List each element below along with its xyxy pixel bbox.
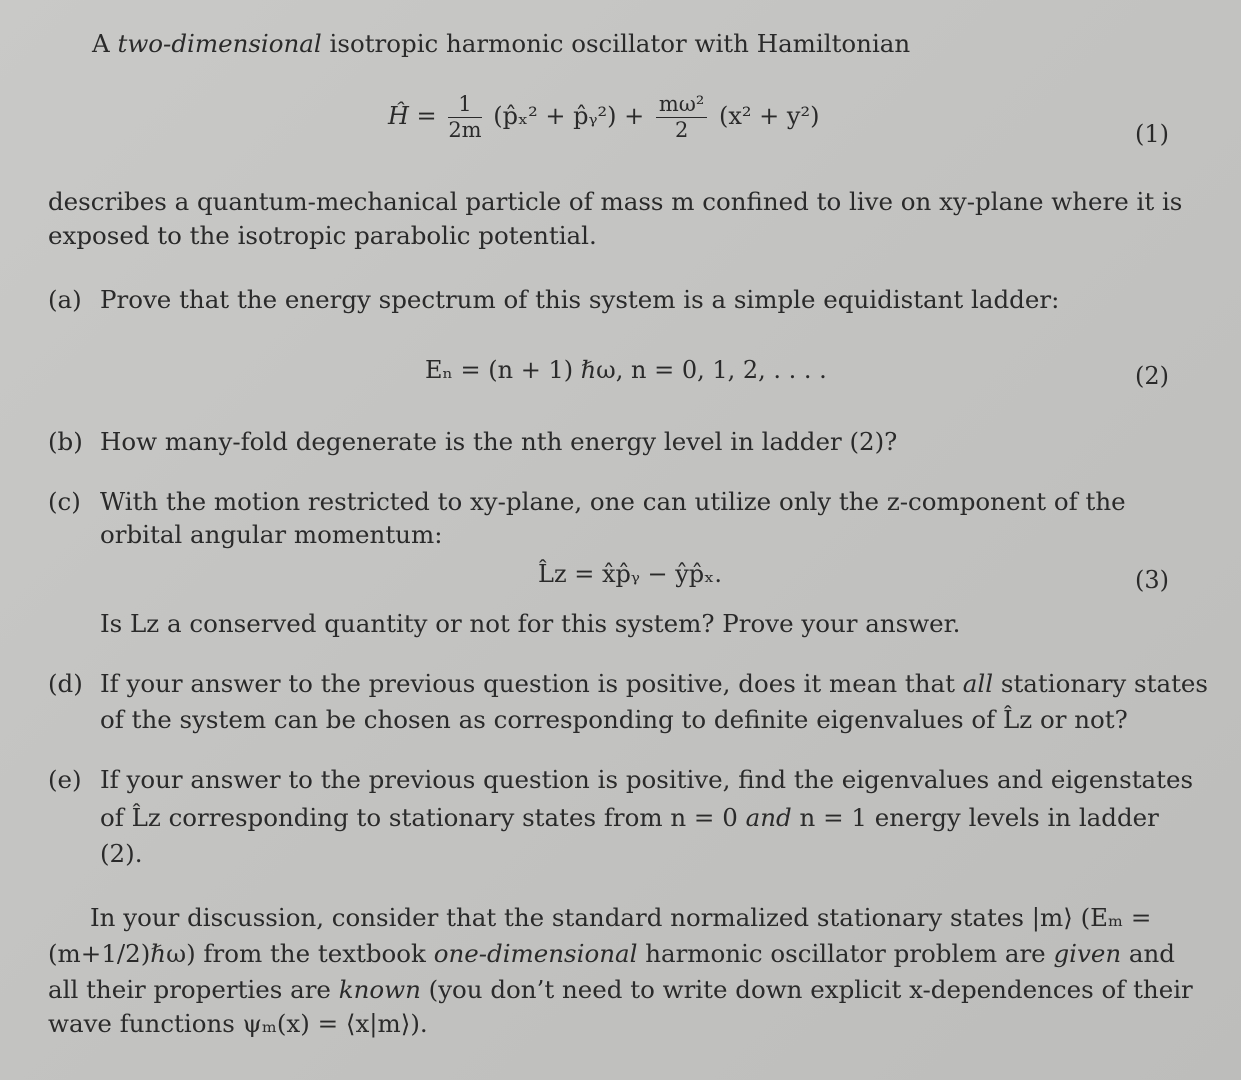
intro-line-1-pre: A [92, 29, 118, 58]
part-e-line-3: (2). [100, 839, 143, 868]
part-c-line-3: Is Lz a conserved quantity or not for this system? Prove your answer. [100, 609, 961, 638]
intro-line-3: exposed to the isotropic parabolic potential. [48, 221, 597, 250]
part-a-text: Prove that the energy spectrum of this system is a simple equidistant ladder: [100, 285, 1060, 314]
part-b-text: How many-fold degenerate is the nth energy level in ladder (2)? [100, 427, 898, 456]
part-b-label: (b) [48, 427, 83, 456]
eq1-fraction-1 [448, 94, 481, 141]
closing-line-3-post: (you don’t need to write down explicit x-dependences of their [420, 975, 1193, 1004]
part-e-text-2-pre: of L̂z corresponding to stationary states from n = 0 [100, 803, 746, 832]
intro-line-1-emphasis: two-dimensional [117, 29, 322, 58]
part-d-label: (d) [48, 669, 83, 698]
eq1-frac1-denominator: 2m [448, 118, 482, 142]
equation-2-number: (2) [1135, 362, 1169, 390]
part-d-text-1-emphasis: all [962, 669, 994, 698]
closing-line-3 [48, 975, 1193, 1004]
closing-line-2-emphasis: one-dimensional [433, 939, 638, 968]
part-b [48, 427, 898, 456]
part-a-label: (a) [48, 285, 82, 314]
equation-2: Eₙ = (n + 1) ℏω, n = 0, 1, 2, . . . . [425, 356, 827, 384]
eq1-middle: (p̂ₓ² + p̂ᵧ²) + [493, 102, 645, 130]
intro-line-1 [92, 29, 911, 58]
part-a [48, 285, 1060, 314]
part-c-label: (c) [48, 487, 81, 516]
equation-1 [388, 94, 819, 141]
eq1-fraction-2 [656, 94, 707, 141]
part-c-line-2: orbital angular momentum: [100, 520, 443, 549]
eq1-tail: (x² + y²) [719, 102, 820, 130]
closing-line-2-mid: harmonic oscillator problem are [637, 939, 1054, 968]
closing-line-4: wave functions ψₘ(x) = ⟨x|m⟩). [48, 1009, 428, 1038]
part-e-text-2-emphasis: and [745, 803, 792, 832]
equation-3-number: (3) [1135, 566, 1169, 594]
part-e-text-2-post: n = 1 energy levels in ladder [791, 803, 1159, 832]
intro-line-2: describes a quantum-mechanical particle of mass m confined to live on xy-plane where it is [48, 187, 1183, 216]
eq1-frac1-numerator: 1 [448, 94, 481, 118]
part-e-line-1 [48, 765, 1194, 794]
part-e-text-1: If your answer to the previous question is positive, find the eigenvalues and eigenstates [100, 765, 1194, 794]
closing-line-2-emphasis-2: given [1053, 939, 1122, 968]
part-d-text-1-post: stationary states [993, 669, 1208, 698]
part-c-text-1: With the motion restricted to xy-plane, one can utilize only the z-component of the [100, 487, 1126, 516]
eq1-frac2-denominator: 2 [674, 118, 689, 142]
closing-line-2-pre: (m+1/2)ℏω) from the textbook [48, 939, 434, 968]
eq1-lhs: Ĥ = [388, 102, 437, 130]
part-d-text-1-pre: If your answer to the previous question is positive, does it mean that [100, 669, 963, 698]
closing-line-2-post: and [1121, 939, 1175, 968]
closing-line-3-emphasis: known [338, 975, 421, 1004]
part-e-line-2 [100, 803, 1159, 832]
part-e-label: (e) [48, 765, 82, 794]
closing-line-3-pre: all their properties are [48, 975, 339, 1004]
intro-line-1-post: isotropic harmonic oscillator with Hamiltonian [321, 29, 911, 58]
part-d-line-2: of the system can be chosen as corresponding to definite eigenvalues of L̂z or not? [100, 705, 1128, 734]
part-c-line-1 [48, 487, 1126, 516]
closing-line-1: In your discussion, consider that the standard normalized stationary states |m⟩ (Eₘ = [90, 903, 1152, 932]
eq1-frac2-numerator: mω² [656, 94, 707, 118]
equation-1-number: (1) [1135, 120, 1169, 148]
closing-line-2 [48, 939, 1175, 968]
equation-3: L̂z = x̂p̂ᵧ − ŷp̂ₓ. [538, 560, 722, 588]
part-d-line-1 [48, 669, 1208, 698]
